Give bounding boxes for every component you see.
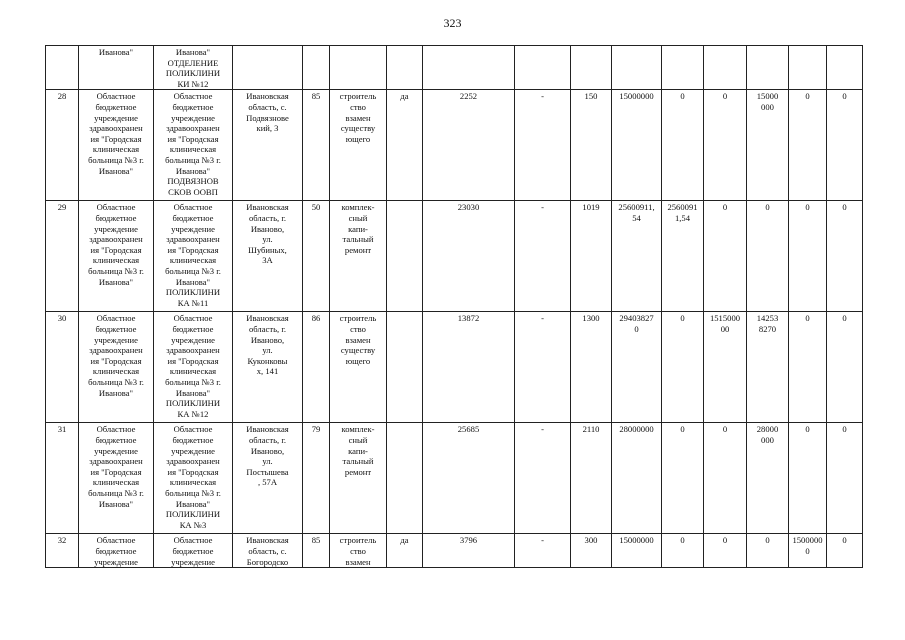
cell-col-5: 0	[827, 423, 863, 534]
cell-facility: Областное бюджетное учреждение здравоохранен ия "Городская клиническая больница №3 г. Иванова" ПОЛИКЛИНИ КА №11	[154, 201, 233, 312]
cell-owner: Областное бюджетное учреждение	[79, 534, 154, 568]
cell-col-5: 0	[827, 201, 863, 312]
cell-owner: Областное бюджетное учреждение здравоохранен ия "Городская клиническая больница №3 г. Иванова"	[79, 201, 154, 312]
cell-capacity: 1300	[571, 312, 612, 423]
cell-col-4: 0	[789, 312, 827, 423]
table-row	[46, 201, 863, 312]
cell-capacity: 1019	[571, 201, 612, 312]
cell	[571, 46, 612, 90]
cell-area: 2252	[423, 90, 515, 201]
cell	[330, 46, 387, 90]
cell-dash: -	[515, 423, 571, 534]
cell-col-1: 0	[662, 534, 704, 568]
cell-area: 25685	[423, 423, 515, 534]
cell-total: 28000000	[612, 423, 662, 534]
cell-number: 31	[46, 423, 79, 534]
cell-col-2: 0	[704, 423, 747, 534]
cell-facility: Областное бюджетное учреждение здравоохранен ия "Городская клиническая больница №3 г. Иванова" ПОЛИКЛИНИ КА №12	[154, 312, 233, 423]
table-row-continuation	[46, 46, 863, 90]
cell-facility: Областное бюджетное учреждение здравоохранен ия "Городская клиническая больница №3 г. Иванова" ПОЛИКЛИНИ КА №3	[154, 423, 233, 534]
page-number: 323	[443, 16, 462, 30]
cell-col-3: 0	[747, 534, 789, 568]
cell-col-3: 28000 000	[747, 423, 789, 534]
cell	[515, 46, 571, 90]
cell-col-1: 0	[662, 90, 704, 201]
register-table	[45, 45, 863, 568]
cell-col-4: 0	[789, 423, 827, 534]
cell-col-3: 14253 8270	[747, 312, 789, 423]
cell-col-2: 0	[704, 534, 747, 568]
cell-wear: 86	[303, 312, 330, 423]
cell	[789, 46, 827, 90]
cell-work-type: строитель ство взамен существу ющего	[330, 312, 387, 423]
cell-flag	[387, 312, 423, 423]
cell-col-4: 0	[789, 201, 827, 312]
cell-total: 29403827 0	[612, 312, 662, 423]
cell-capacity: 150	[571, 90, 612, 201]
cell	[233, 46, 303, 90]
cell-work-type: строитель ство взамен	[330, 534, 387, 568]
cell-col-5: 0	[827, 534, 863, 568]
cell	[747, 46, 789, 90]
cell	[423, 46, 515, 90]
cell-work-type: строитель ство взамен существу ющего	[330, 90, 387, 201]
cell-capacity: 300	[571, 534, 612, 568]
cell-wear: 79	[303, 423, 330, 534]
cell: Иванова" ОТДЕЛЕНИЕ ПОЛИКЛИНИ КИ №12	[154, 46, 233, 90]
cell-address: Ивановская область, г. Иваново, ул. Шубиных, 3А	[233, 201, 303, 312]
cell-area: 3796	[423, 534, 515, 568]
cell-area: 13872	[423, 312, 515, 423]
cell-dash: -	[515, 90, 571, 201]
cell-total: 15000000	[612, 90, 662, 201]
cell: Иванова"	[79, 46, 154, 90]
cell-owner: Областное бюджетное учреждение здравоохранен ия "Городская клиническая больница №3 г. Иванова"	[79, 423, 154, 534]
cell-number: 28	[46, 90, 79, 201]
cell-number: 30	[46, 312, 79, 423]
cell-address: Ивановская область, г. Иваново, ул. Куконковы х, 141	[233, 312, 303, 423]
cell-owner: Областное бюджетное учреждение здравоохранен ия "Городская клиническая больница №3 г. Иванова"	[79, 312, 154, 423]
table-row	[46, 423, 863, 534]
cell	[662, 46, 704, 90]
cell-wear: 50	[303, 201, 330, 312]
cell-number: 32	[46, 534, 79, 568]
cell-facility: Областное бюджетное учреждение здравоохранен ия "Городская клиническая больница №3 г. Иванова" ПОДВЯЗНОВ СКОВ ООВП	[154, 90, 233, 201]
cell-wear: 85	[303, 90, 330, 201]
cell-col-3: 15000 000	[747, 90, 789, 201]
cell-flag: да	[387, 90, 423, 201]
cell	[827, 46, 863, 90]
table-row	[46, 534, 863, 568]
cell-col-3: 0	[747, 201, 789, 312]
cell-total: 25600911, 54	[612, 201, 662, 312]
cell	[612, 46, 662, 90]
cell-flag: да	[387, 534, 423, 568]
cell-capacity: 2110	[571, 423, 612, 534]
cell	[704, 46, 747, 90]
cell-dash: -	[515, 534, 571, 568]
cell-work-type: комплек- сный капи- тальный ремонт	[330, 423, 387, 534]
cell-col-2: 1515000 00	[704, 312, 747, 423]
cell-total: 15000000	[612, 534, 662, 568]
cell-owner: Областное бюджетное учреждение здравоохранен ия "Городская клиническая больница №3 г. Иванова"	[79, 90, 154, 201]
cell-work-type: комплек- сный капи- тальный ремонт	[330, 201, 387, 312]
cell-col-2: 0	[704, 90, 747, 201]
cell	[387, 46, 423, 90]
cell-col-5: 0	[827, 312, 863, 423]
cell	[46, 46, 79, 90]
cell-address: Ивановская область, с. Подвязнове кий, 3	[233, 90, 303, 201]
cell-area: 23030	[423, 201, 515, 312]
table-row	[46, 312, 863, 423]
cell-col-5: 0	[827, 90, 863, 201]
cell-col-1: 0	[662, 312, 704, 423]
cell-dash: -	[515, 201, 571, 312]
cell-address: Ивановская область, г. Иваново, ул. Постышева , 57А	[233, 423, 303, 534]
cell-col-1: 2560091 1,54	[662, 201, 704, 312]
cell-col-4: 0	[789, 90, 827, 201]
cell-number: 29	[46, 201, 79, 312]
table-row	[46, 90, 863, 201]
cell-col-1: 0	[662, 423, 704, 534]
cell-flag	[387, 423, 423, 534]
cell-dash: -	[515, 312, 571, 423]
cell-col-4: 1500000 0	[789, 534, 827, 568]
cell-facility: Областное бюджетное учреждение	[154, 534, 233, 568]
cell-wear: 85	[303, 534, 330, 568]
cell-address: Ивановская область, с. Богородско	[233, 534, 303, 568]
cell	[303, 46, 330, 90]
cell-col-2: 0	[704, 201, 747, 312]
cell-flag	[387, 201, 423, 312]
